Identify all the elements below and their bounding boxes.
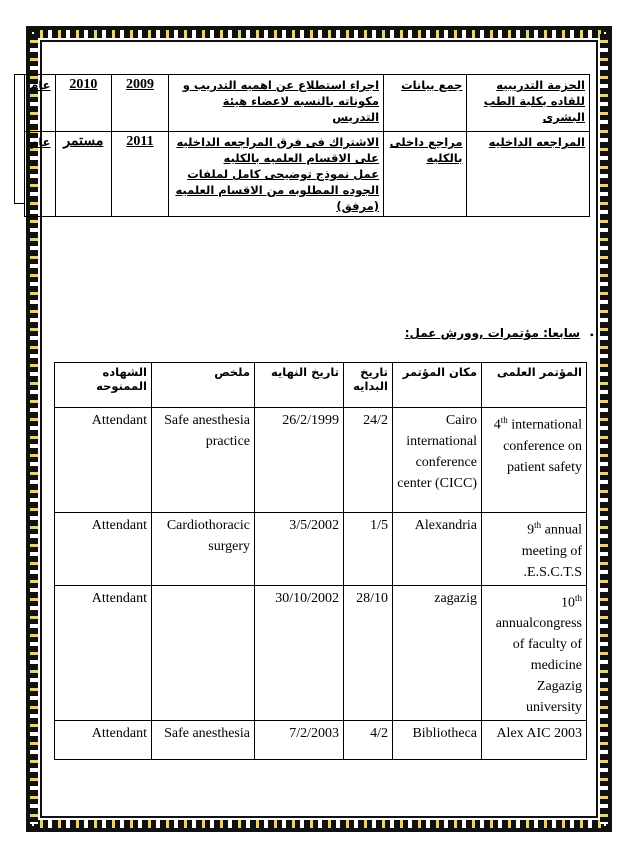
col-header: الشهاده الممنوحه	[55, 363, 152, 408]
extra-cell: عام	[25, 75, 56, 132]
start-cell: 28/10	[344, 585, 393, 721]
border-ornament-top	[34, 30, 604, 38]
activity-cell: اجراء استطلاع عن اهميه التدريب و مكوناته بالنسبه لاعضاء هيئة التدريس	[168, 75, 383, 132]
conference-cell: 9th annual meeting of E.S.C.T.S.	[482, 513, 587, 586]
year-end-cell: مستمر	[55, 132, 112, 217]
table-row	[25, 132, 590, 217]
border-ornament-right	[600, 34, 608, 824]
col-header: المؤتمر العلمى	[482, 363, 587, 408]
extra-cell: عام	[25, 132, 56, 217]
table-row	[55, 513, 587, 586]
program-cell: المراجعه الداخليه	[467, 132, 590, 217]
summary-cell: Cardiothoracic surgery	[152, 513, 255, 586]
place-cell: zagazig	[393, 585, 482, 721]
certificate-cell: Attendant	[55, 408, 152, 513]
place-cell: Alexandria	[393, 513, 482, 586]
table-row	[55, 408, 587, 513]
section-bullet: •	[589, 328, 594, 342]
training-table	[24, 74, 590, 217]
conferences-table	[54, 362, 587, 760]
certificate-cell: Attendant	[55, 585, 152, 721]
table-header-row	[55, 363, 587, 408]
table-row	[25, 75, 590, 132]
place-cell: Cairo international conference center (CICC)	[393, 408, 482, 513]
certificate-cell: Attendant	[55, 721, 152, 760]
activity-line: عمل نموذج توضيحى كامل لملفات الجوده المطلوبه من الاقسام العلميه (مرفق)	[175, 167, 380, 213]
method-cell: جمع بيانات	[384, 75, 467, 132]
table-row	[55, 721, 587, 760]
col-header: مكان المؤتمر	[393, 363, 482, 408]
place-cell: Bibliotheca	[393, 721, 482, 760]
activity-cell	[168, 132, 383, 217]
year-start-cell: 2009	[112, 75, 169, 132]
section-heading: سابعا: مؤتمرات ,وورش عمل:	[404, 326, 580, 340]
border-ornament-bottom	[34, 820, 604, 828]
col-header: تاريخ النهايه	[255, 363, 344, 408]
conference-cell: Alex AIC 2003	[482, 721, 587, 760]
start-cell: 1/5	[344, 513, 393, 586]
table-row	[55, 585, 587, 721]
summary-cell: Safe anesthesia practice	[152, 408, 255, 513]
summary-cell	[152, 585, 255, 721]
start-cell: 24/2	[344, 408, 393, 513]
conference-cell: 4th international conference on patient safety	[482, 408, 587, 513]
start-cell: 4/2	[344, 721, 393, 760]
end-cell: 3/5/2002	[255, 513, 344, 586]
conference-cell: 10th annualcongress of faculty of medicine Zagazig university	[482, 585, 587, 721]
end-cell: 30/10/2002	[255, 585, 344, 721]
year-end-cell: 2010	[55, 75, 112, 132]
method-cell: مراجع داخلى بالكليه	[384, 132, 467, 217]
activity-line: الاشتراك فى فرق المراجعه الداخليه على الاقسام العلميه بالكليه	[176, 135, 380, 165]
certificate-cell: Attendant	[55, 513, 152, 586]
year-start-cell: 2011	[112, 132, 169, 217]
program-cell: الحزمة التدريبيه للقاده بكلية الطب البشرى	[467, 75, 590, 132]
end-cell: 26/2/1999	[255, 408, 344, 513]
col-header: تاريخ البدايه	[344, 363, 393, 408]
end-cell: 7/2/2003	[255, 721, 344, 760]
summary-cell: Safe anesthesia	[152, 721, 255, 760]
col-header: ملخص	[152, 363, 255, 408]
